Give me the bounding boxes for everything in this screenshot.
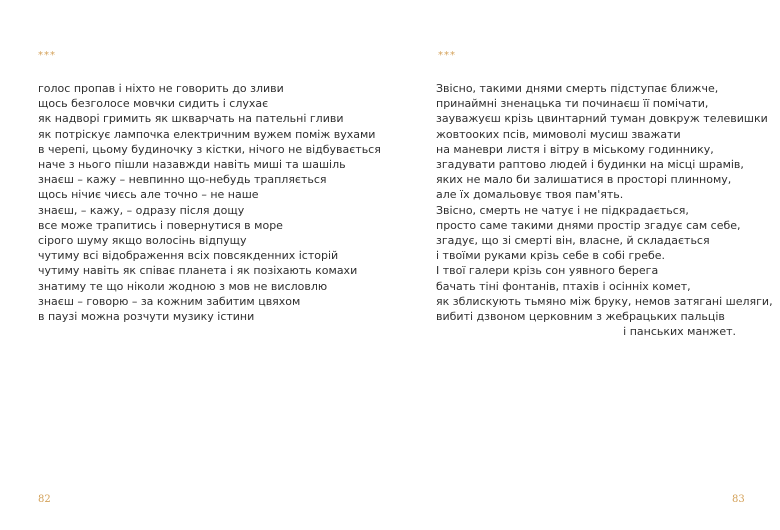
- poem-line: згадувати раптово людей і будинки на місці шрамів,: [436, 158, 744, 172]
- poem-ornament: ***: [38, 50, 56, 61]
- poem-line: вибиті дзвоном церковним з жебрацьких пальців: [436, 310, 725, 324]
- poem-line: як зблискують тьмяно між бруку, немов затягані шеляги,: [436, 294, 773, 308]
- page-number: 82: [38, 494, 51, 505]
- poem-line: в черепі, цьому будиночку з кістки, нічого не відбувається: [38, 142, 381, 156]
- poem-line: знатиму те що ніколи жодною з мов не висловлю: [38, 279, 328, 293]
- poem-line: наче з нього пішли назавжди навіть миші та шашіль: [38, 158, 346, 172]
- poem-line: знаєш – говорю – за кожним забитим цвяхом: [38, 294, 301, 308]
- poem-line: як надворі гримить як шкварчать на пательні гливи: [38, 112, 344, 126]
- poem-line: все може трапитись і повернутися в море: [38, 218, 283, 232]
- poem-line: щось безголосе мовчки сидить і слухає: [38, 97, 269, 111]
- poem-line: чутиму навіть як співає планета і як позіхають комахи: [38, 264, 358, 278]
- poem-final-line: і панських манжет.: [623, 325, 736, 339]
- right-page: [390, 0, 780, 530]
- poem-line: і твоїми руками крізь себе в собі гребе.: [436, 249, 666, 263]
- poem-line: сірого шуму якщо волосінь відпущу: [38, 234, 247, 248]
- poem-line: щось нічиє чиєсь але точно – не наше: [38, 188, 259, 202]
- poem-line: яких не мало би залишатися в просторі плинному,: [436, 173, 732, 187]
- poem-line: але їх домальовує твоя пам'ять.: [436, 188, 624, 202]
- poem-line: Звісно, смерть не чатує і не підкрадається,: [436, 203, 689, 217]
- poem-line: чутиму всі відображення всіх повсякденних історій: [38, 249, 339, 263]
- poem-line: на маневри листя і вітру в міському годиннику,: [436, 142, 714, 156]
- poem-line: як потріскує лампочка електричним вужем поміж вухами: [38, 127, 376, 141]
- poem-line: в паузі можна розчути музику істини: [38, 310, 255, 324]
- poem-line: бачать тіні фонтанів, птахів і осінніх комет,: [436, 279, 691, 293]
- poem-line: згадує, що зі смерті він, власне, й складається: [436, 234, 710, 248]
- poem-ornament: ***: [438, 50, 456, 61]
- poem-line: зауважуєш крізь цвинтарний туман довкруж телевишки: [436, 112, 768, 126]
- poem-text: [436, 81, 773, 339]
- poem-text: [38, 81, 381, 324]
- poem-line: принаймні зненацька ти починаєш її помічати,: [436, 97, 709, 111]
- poem-line: просто саме такими днями простір згадує сам себе,: [436, 218, 741, 232]
- poem-line: голос пропав і ніхто не говорить до зливи: [38, 82, 284, 95]
- poem-line: Звісно, такими днями смерть підступає ближче,: [436, 82, 719, 95]
- poem-line: знаєш – кажу – невпинно що-небудь трапляється: [38, 173, 327, 187]
- poem-line: жовтооких псів, мимоволі мусиш зважати: [436, 127, 681, 141]
- poem-line: І твої галери крізь сон уявного берега: [436, 264, 659, 278]
- poem-line: знаєш, – кажу, – одразу після дощу: [38, 203, 245, 217]
- page-number: 83: [732, 494, 745, 505]
